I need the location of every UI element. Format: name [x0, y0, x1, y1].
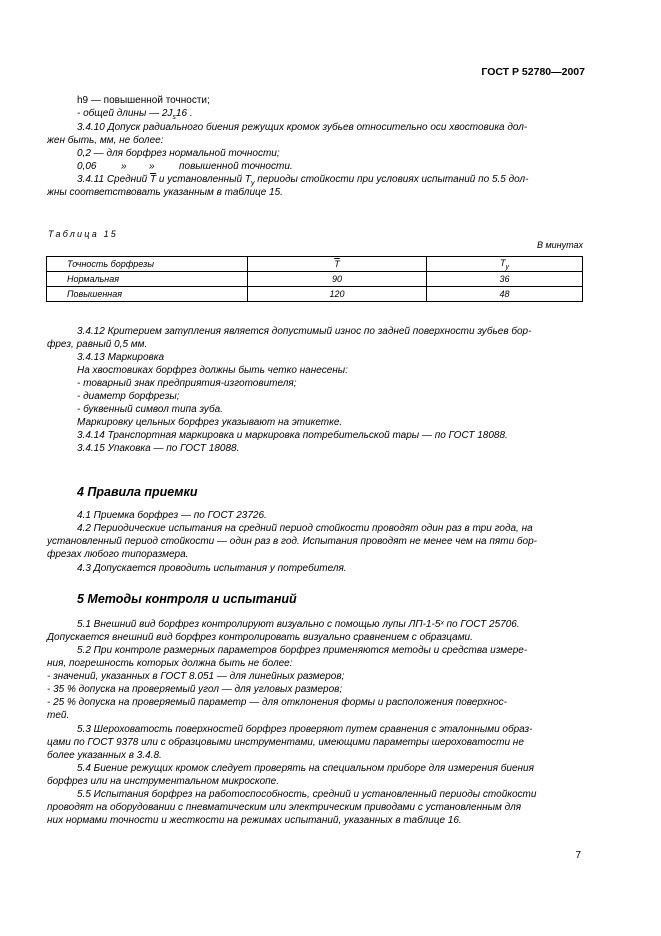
text-line: Допускается внешний вид борфрез контролировать визуально сравнением с образцами.	[47, 632, 473, 643]
text-line: - диаметр борфрезы;	[77, 391, 180, 402]
text-line: борфрез или на инструментальном микроскопе.	[47, 776, 280, 787]
text-line: 5.5 Испытания борфрез на работоспособность, средний и установленный периоды стойкости	[77, 789, 537, 800]
text-line: цами по ГОСТ 9378 или с образцовыми инструментами, имеющими параметры шероховатости не	[47, 737, 524, 748]
text-line: 3.4.14 Транспортная маркировка и маркировка потребительской тары — по ГОСТ 18088.	[77, 430, 508, 441]
text-line: жен быть, мм, не более:	[47, 135, 164, 146]
text-line: - товарный знак предприятия-изготовителя;	[77, 378, 297, 389]
text-line: - значений, указанных в ГОСТ 8.051 — для линейных размеров;	[47, 671, 345, 682]
text-line: более указанных в 3.4.8.	[47, 750, 162, 761]
text-line: проводят на оборудовании с пневматическим или электрическим приводами с установленным для	[47, 802, 522, 813]
text-line: них нормами точности и жесткости на режимах испытаний, указанных в таблице 16.	[47, 815, 462, 826]
table-15	[46, 256, 583, 302]
text-line: 5.1 Внешний вид борфрез контролируют визуально с помощью лупы ЛП-1-5ˣ по ГОСТ 25706.	[77, 619, 520, 630]
text-line: 4.1 Приемка борфрез — по ГОСТ 23726.	[77, 510, 267, 521]
text-line: 3.4.12 Критерием затупления является допустимый износ по задней поверхности зубьев бор-	[77, 326, 532, 337]
table-cell: 90	[248, 272, 427, 287]
text-line: 3.4.10 Допуск радиального биения режущих кромок зубьев относительно оси хвостовика дол-	[77, 122, 528, 133]
table-caption: Таблица 15	[48, 229, 119, 239]
table-cell: 36	[427, 272, 583, 287]
table-units: В минутах	[536, 240, 583, 250]
table-header-cell: $\overline{T}$	[248, 257, 427, 272]
text-line: тей.	[47, 710, 70, 721]
text-line: - буквенный символ типа зуба.	[77, 404, 223, 415]
section-5-heading: 5 Методы контроля и испытаний	[77, 592, 297, 606]
text-line: 3.4.11 Средний $\overline{T}$ и установленный $T_у$ периоды стойкости при условиях испытаний по 5.5 дол-	[77, 174, 529, 187]
text-line: - 25 % допуска на проверяемый параметр — для отклонения формы и расположения поверхнос-	[47, 697, 507, 708]
text-line: установленный период стойкости — один раз в год. Испытания проводят не менее чем на пяти бор-	[47, 536, 537, 547]
text-line: 5.2 При контроле размерных параметров борфрез применяются методы и средства измере-	[77, 645, 528, 656]
text-line: 5.4 Биение режущих кромок следует проверять на специальном приборе для измерения биения	[77, 763, 534, 774]
text-line: 0,06 » » повышенной точности.	[77, 161, 293, 172]
table-cell: 48	[427, 287, 583, 302]
text-line: 3.4.15 Упаковка — по ГОСТ 18088.	[77, 443, 240, 454]
text-line: h9 — повышенной точности;	[77, 95, 210, 106]
table-header-cell: Точность борфрезы	[47, 257, 248, 272]
table-cell: Повышенная	[47, 287, 248, 302]
text-line: ния, погрешность которых должна быть не более:	[47, 658, 293, 669]
text-line: 0,2 — для борфрез нормальной точности;	[77, 148, 280, 159]
text-line: - 35 % допуска на проверяемый угол — для угловых размеров;	[47, 684, 343, 695]
text-line: На хвостовиках борфрез должны быть четко нанесены:	[77, 365, 348, 376]
text-line: фрез, равный 0,5 мм.	[47, 339, 148, 350]
text-line: 4.3 Допускается проводить испытания у потребителя.	[77, 563, 347, 574]
text-line: жны соответствовать указанным в таблице 15.	[47, 187, 283, 198]
page-number: 7	[575, 850, 581, 861]
text-line: фрезах любого типоразмера.	[47, 549, 189, 560]
text-line: 5.3 Шероховатость поверхностей борфрез проверяют путем сравнения с эталонными образ-	[77, 724, 533, 735]
table-row	[47, 272, 583, 287]
text-line: 3.4.13 Маркировка	[77, 352, 165, 363]
table-row	[47, 287, 583, 302]
table-cell: 120	[248, 287, 427, 302]
table-header-cell: $T_у$	[427, 257, 583, 272]
document-id: ГОСТ Р 52780—2007	[481, 66, 585, 78]
text-line: - общей длины — $2J_s16$ .	[77, 108, 193, 121]
table-header-row	[47, 257, 583, 272]
table-cell: Нормальная	[47, 272, 248, 287]
text-line: 4.2 Периодические испытания на средний период стойкости проводят один раз в три года, на	[77, 523, 533, 534]
section-4-heading: 4 Правила приемки	[77, 485, 198, 499]
text-line: Маркировку цельных борфрез указывают на этикетке.	[77, 417, 343, 428]
